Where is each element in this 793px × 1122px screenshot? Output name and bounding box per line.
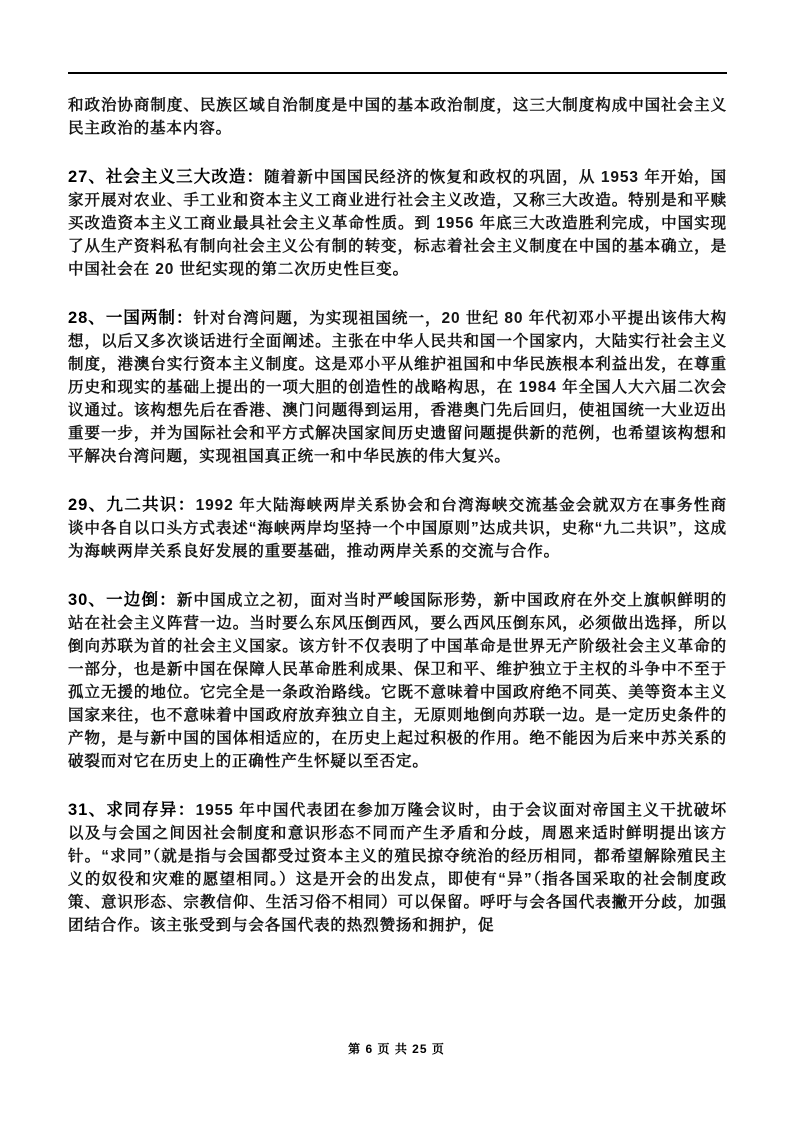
entry-30-body: 新中国成立之初，面对当时严峻国际形势，新中国政府在外交上旗帜鲜明的站在社会主义阵营一边。当时要么东风压倒西风，要么西风压倒东风，必须做出选择，所以倒向苏联为首的社会主义国家。该方针不仅表明了中国革命是世界无产阶级社会主义革命的一部分，也是新中国在保障人民革命胜利成果、保卫和平、维护独立于主权的斗争中不至于孤立无援的地位。它完全是一条政治路线。它既不意味着中国政府绝不同英、美等资本主义国家来往，也不意味着中国政府放弃独立自主，无原则地倒向苏联一边。是一定历史条件的产物，是与新中国的国体相适应的，在历史上起过积极的作用。绝不能因为后来中苏关系的破裂而对它在历史上的正确性产生怀疑以至否定。 xyxy=(68,592,728,770)
entry-30-term: 30、一边倒： xyxy=(68,591,177,609)
page-footer: 第 6 页 共 25 页 xyxy=(348,1042,445,1056)
entry-28-term: 28、一国两制： xyxy=(68,309,194,327)
header-rule xyxy=(68,72,727,74)
entry-31-term: 31、求同存异： xyxy=(68,801,196,819)
entry-29-term: 29、九二共识： xyxy=(68,496,196,514)
entry-30 xyxy=(68,589,727,773)
entry-27 xyxy=(68,166,727,281)
entry-28 xyxy=(68,307,727,468)
entry-27-term: 27、社会主义三大改造： xyxy=(68,168,265,186)
page-content xyxy=(68,72,727,937)
entry-28-body: 针对台湾问题，为实现祖国统一，20 世纪 80 年代初邓小平提出该伟大构想，以后又多次谈话进行全面阐述。主张在中华人民共和国一个国家内，大陆实行社会主义制度，港澳台实行资本主义制度。这是邓小平从维护祖国和中华民族根本利益出发，在尊重历史和现实的基础上提出的一项大胆的创造性的战略构思，在 1984 年全国人大六届二次会议通过。该构想先后在香港、澳门问题得到运用，香港奥门先后回归，使祖国统一大业迈出重要一步，并为国际社会和平方式解决国家间历史遗留问题提供新的范例，也希望该构想和平解决台湾问题，实现祖国真正统一和中华民族的伟大复兴。 xyxy=(68,310,727,465)
entry-31-body: 1955 年中国代表团在参加万隆会议时，由于会议面对帝国主义干扰破坏以及与会国之间因社会制度和意识形态不同而产生矛盾和分歧，周恩来适时鲜明提出该方针。“求同”（就是指与会国都受过资本主义的殖民掠夺统治的经历相同，都希望解除殖民主义的奴役和灾难的愿望相同。）这是开会的出发点，即使有“异”（指各国采取的社会制度政策、意识形态、宗教信仰、生活习俗不相同）可以保留。呼吁与会各国代表撇开分歧，加强团结合作。该主张受到与会各国代表的热烈赞扬和拥护，促 xyxy=(68,802,727,934)
paragraph-intro xyxy=(68,94,727,140)
entry-27-body: 随着新中国国民经济的恢复和政权的巩固，从 1953 年开始，国家开展对农业、手工业和资本主义工商业进行社会主义改造，又称三大改造。特别是和平赎买改造资本主义工商业最具社会主义革命性质。到 1956 年底三大改造胜利完成，中国实现了从生产资料私有制向社会主义公有制的转变，标志着社会主义制度在中国的基本确立，是中国社会在 20 世纪实现的第二次历史性巨变。 xyxy=(68,169,728,278)
entry-31 xyxy=(68,799,727,937)
intro-text: 和政治协商制度、民族区域自治制度是中国的基本政治制度，这三大制度构成中国社会主义民主政治的基本内容。 xyxy=(68,97,727,137)
entry-29 xyxy=(68,494,727,563)
entry-29-body: 1992 年大陆海峡两岸关系协会和台湾海峡交流基金会就双方在事务性商谈中各自以口头方式表述“海峡两岸均坚持一个中国原则”达成共识，史称“九二共识”，这成为海峡两岸关系良好发展的重要基础，推动两岸关系的交流与合作。 xyxy=(68,497,727,560)
